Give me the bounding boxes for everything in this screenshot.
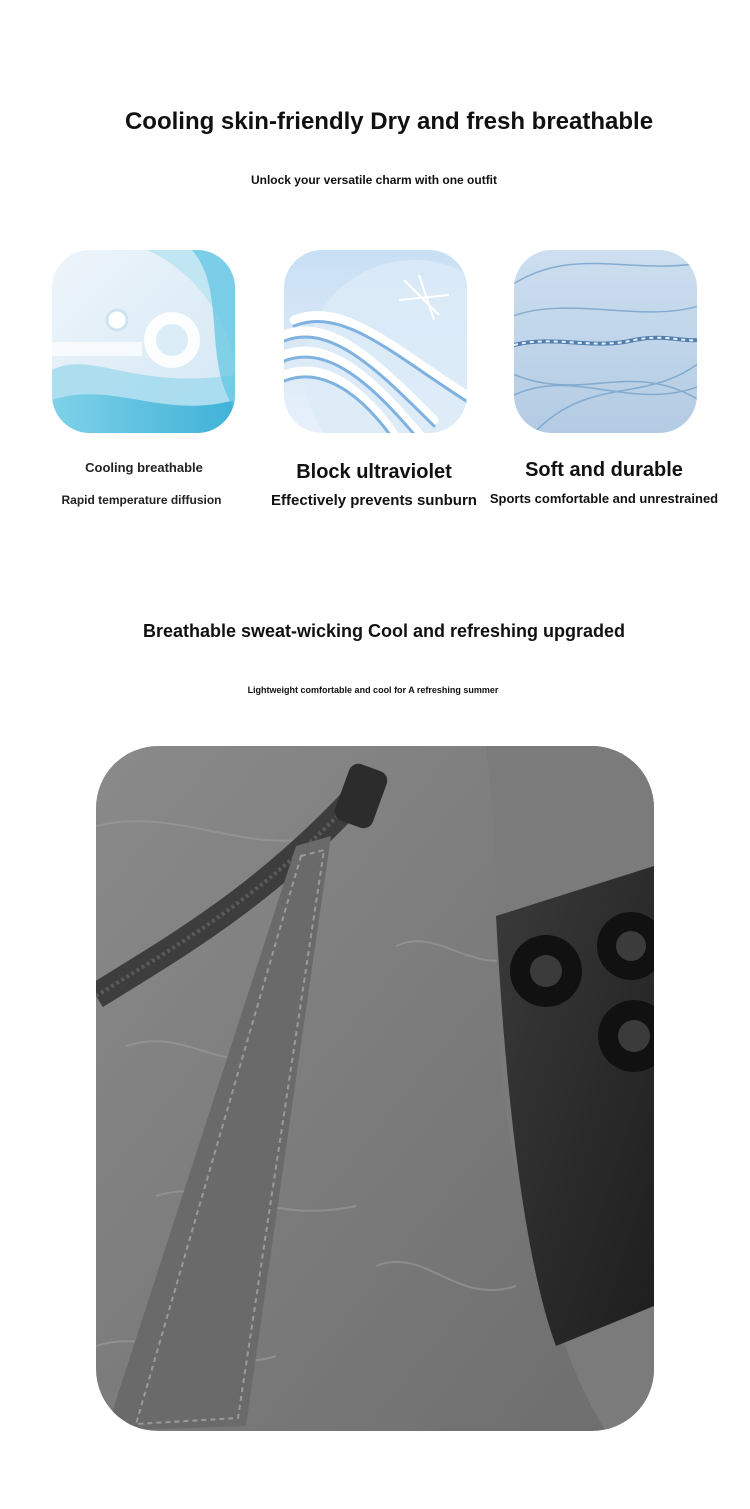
- section2-subtitle: Lightweight comfortable and cool for A refreshing summer: [247, 685, 499, 695]
- cooling-fabric-image: [52, 250, 235, 433]
- section1-subtitle: Unlock your versatile charm with one outfit: [250, 173, 498, 187]
- product-detail-photo: [96, 746, 654, 1431]
- feature-desc-cooling: Rapid temperature diffusion: [61, 493, 222, 507]
- feature-desc-uv: Effectively prevents sunburn: [271, 492, 477, 509]
- feature-title-durable: Soft and durable: [525, 459, 683, 481]
- feature-title-uv: Block ultraviolet: [296, 461, 452, 483]
- section1-title: Cooling skin-friendly Dry and fresh breathable: [124, 108, 654, 135]
- feature-title-cooling: Cooling breathable: [85, 460, 203, 475]
- twisted-fiber-image: [514, 250, 697, 433]
- section2-title: Breathable sweat-wicking Cool and refreshing upgraded: [142, 621, 626, 641]
- uv-shield-image: [284, 250, 467, 433]
- feature-desc-durable: Sports comfortable and unrestrained: [489, 491, 719, 506]
